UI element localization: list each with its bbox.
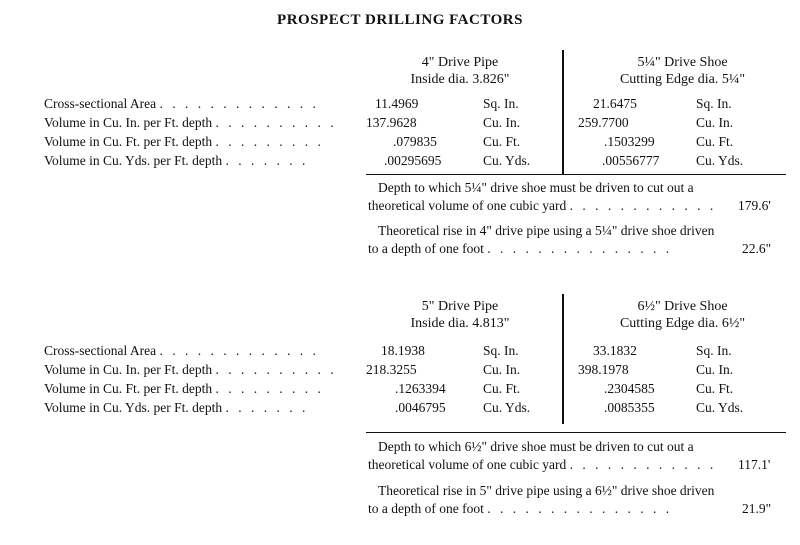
pipe-value: .0046795 [395, 400, 446, 415]
leader-dots: . . . . . . . . . . . . [569, 198, 717, 213]
divider [366, 432, 786, 433]
shoe-header-line-2: Cutting Edge dia. 5¼" [619, 72, 746, 87]
note-text: to a depth of one foot [368, 501, 484, 516]
table-row [44, 399, 308, 417]
row-label: Volume in Cu. In. per Ft. depth [44, 115, 213, 130]
shoe-value: .1503299 [604, 134, 655, 149]
shoe-unit: Cu. Ft. [696, 381, 734, 396]
note-line [368, 456, 716, 474]
note-line [368, 240, 672, 258]
shoe-header-line-2: Cutting Edge dia. 6½" [619, 316, 746, 331]
table-row [44, 380, 324, 398]
row-label: Cross-sectional Area [44, 343, 157, 358]
pipe-unit: Cu. Ft. [483, 381, 521, 396]
pipe-header-line-1: 5" Drive Pipe [421, 299, 499, 314]
table-row [44, 95, 319, 113]
leader-dots: . . . . . . . . . . . . [569, 457, 717, 472]
divider [366, 174, 786, 175]
shoe-value: 398.1978 [578, 362, 629, 377]
shoe-value: .2304585 [604, 381, 655, 396]
shoe-value: 33.1832 [593, 343, 637, 358]
pipe-header-line-1: 4" Drive Pipe [421, 55, 499, 70]
row-label: Volume in Cu. Ft. per Ft. depth [44, 381, 213, 396]
row-label: Volume in Cu. Yds. per Ft. depth [44, 153, 223, 168]
pipe-value: 137.9628 [366, 115, 417, 130]
shoe-value: .00556777 [602, 153, 660, 168]
row-label: Volume in Cu. Ft. per Ft. depth [44, 134, 213, 149]
table-row [44, 152, 308, 170]
pipe-unit: Cu. In. [483, 362, 521, 377]
pipe-header-line-2: Inside dia. 3.826" [410, 72, 510, 87]
shoe-header-line-1: 5¼" Drive Shoe [637, 55, 728, 70]
leader-dots: . . . . . . . . . . . . . [159, 96, 319, 111]
note-line [368, 500, 672, 518]
row-label: Cross-sectional Area [44, 96, 157, 111]
pipe-value: .079835 [393, 134, 437, 149]
note-value: 21.9" [742, 501, 772, 516]
note-value: 179.6' [738, 198, 771, 213]
note-value: 22.6" [742, 241, 772, 256]
pipe-value: .00295695 [384, 153, 442, 168]
shoe-unit: Cu. Yds. [696, 400, 744, 415]
leader-dots: . . . . . . . . . . . . . . . [487, 241, 673, 256]
shoe-header-line-1: 6½" Drive Shoe [637, 299, 728, 314]
pipe-unit: Sq. In. [483, 343, 519, 358]
shoe-unit: Cu. In. [696, 115, 734, 130]
leader-dots: . . . . . . . . . . [215, 362, 337, 377]
shoe-unit: Cu. Ft. [696, 134, 734, 149]
row-label: Volume in Cu. Yds. per Ft. depth [44, 400, 223, 415]
table-row [44, 361, 337, 379]
note-value: 117.1' [738, 457, 771, 472]
table-row [44, 342, 319, 360]
table-row [44, 133, 324, 151]
note-line: Theoretical rise in 5" drive pipe using a 6½" drive shoe driven [378, 483, 715, 498]
pipe-header [365, 298, 555, 332]
shoe-unit: Cu. In. [696, 362, 734, 377]
table-row [44, 114, 337, 132]
pipe-value: 11.4969 [375, 96, 419, 111]
pipe-unit: Sq. In. [483, 96, 519, 111]
leader-dots: . . . . . . . [225, 400, 309, 415]
column-divider [562, 50, 564, 175]
pipe-unit: Cu. In. [483, 115, 521, 130]
leader-dots: . . . . . . . . . [215, 134, 324, 149]
note-line: Depth to which 5¼" drive shoe must be driven to cut out a [378, 180, 694, 195]
shoe-value: 259.7700 [578, 115, 629, 130]
note-line [368, 197, 716, 215]
leader-dots: . . . . . . . . . [215, 381, 324, 396]
pipe-header [365, 54, 555, 88]
note-line: Depth to which 6½" drive shoe must be driven to cut out a [378, 439, 694, 454]
pipe-header-line-2: Inside dia. 4.813" [410, 316, 510, 331]
column-divider [562, 294, 564, 424]
shoe-value: 21.6475 [593, 96, 637, 111]
shoe-unit: Sq. In. [696, 96, 732, 111]
note-text: theoretical volume of one cubic yard [368, 457, 567, 472]
pipe-unit: Cu. Yds. [483, 153, 531, 168]
pipe-unit: Cu. Yds. [483, 400, 531, 415]
pipe-value: 18.1938 [381, 343, 425, 358]
shoe-unit: Sq. In. [696, 343, 732, 358]
leader-dots: . . . . . . . . . . . . . . . [487, 501, 673, 516]
leader-dots: . . . . . . . . . . [215, 115, 337, 130]
page-title: PROSPECT DRILLING FACTORS [277, 12, 523, 28]
pipe-value: 218.3255 [366, 362, 417, 377]
shoe-header [575, 298, 790, 332]
note-text: theoretical volume of one cubic yard [368, 198, 567, 213]
shoe-value: .0085355 [604, 400, 655, 415]
leader-dots: . . . . . . . [225, 153, 309, 168]
leader-dots: . . . . . . . . . . . . . [159, 343, 319, 358]
shoe-unit: Cu. Yds. [696, 153, 744, 168]
pipe-value: .1263394 [395, 381, 446, 396]
note-line: Theoretical rise in 4" drive pipe using a 5¼" drive shoe driven [378, 223, 715, 238]
shoe-header [575, 54, 790, 88]
note-text: to a depth of one foot [368, 241, 484, 256]
pipe-unit: Cu. Ft. [483, 134, 521, 149]
row-label: Volume in Cu. In. per Ft. depth [44, 362, 213, 377]
